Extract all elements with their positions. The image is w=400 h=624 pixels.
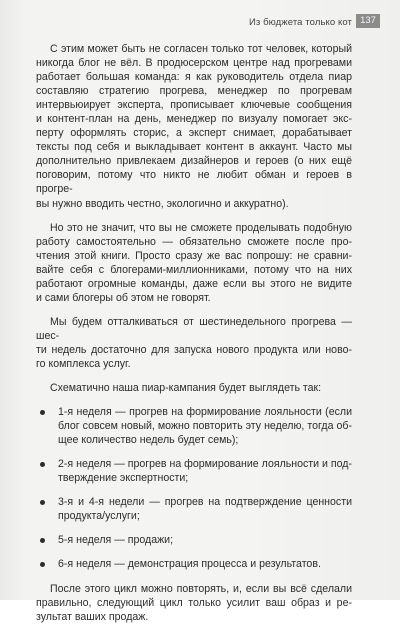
text-line: Схематично наша пиар-кампания будет выглядеть так: [50, 382, 322, 395]
text-line: Но это не значит, что вы не сможете проделывать подобную [50, 221, 352, 234]
text-line: работает большая команда: я как руководитель отдела пиар [36, 71, 352, 84]
text-line: ти недель достаточно для запуска нового продукта или ново- [36, 343, 352, 356]
text-line: щее количество недель будет семь); [58, 434, 239, 447]
list-item [36, 495, 352, 523]
text-line: и контент-план на день, менеджер по визуалу помогает экс- [36, 113, 352, 126]
text-line: правильно, следующий цикл только усилит ваш образ и ре- [36, 596, 352, 609]
bullet-icon [40, 500, 45, 505]
text-line: тексты под себя и выкладывает контент в аккаунт. Часто мы [36, 141, 352, 154]
text-line: го комплекса услуг. [36, 357, 131, 370]
list-item [36, 557, 352, 571]
page-body [36, 42, 352, 624]
bullet-icon [40, 410, 45, 415]
text-line: тверждение экспертности; [58, 472, 189, 485]
text-line: перту оформлять сторис, а эксперт снимает, дорабатывает [36, 127, 352, 140]
text-line: никогда блог не вёл. В продюсерском центре над прогревами [36, 57, 352, 70]
paragraph-2 [36, 221, 352, 305]
text-line: 1-я неделя — прогрев на формирование лояльности (если [58, 406, 352, 419]
paragraph-1 [36, 42, 352, 211]
paragraph-3 [36, 315, 352, 371]
paragraph-4 [36, 381, 352, 395]
text-line: и сами блогеры об этом не говорят. [36, 291, 211, 304]
text-line: вы нужно вводить честно, экологично и аккуратно). [36, 197, 289, 210]
text-line: 5-я неделя — продажи; [58, 534, 174, 547]
text-line: чтения этой книги. Просто сразу же вас попрошу: не сравни- [36, 249, 352, 262]
text-line: продукта/услуги; [58, 510, 140, 523]
bullet-icon [40, 538, 45, 543]
text-line: дополнительно привлекаем дизайнеров и героев (о них ещё [36, 155, 352, 168]
list-item [36, 405, 352, 447]
text-line: 6-я неделя — демонстрация процесса и результатов. [58, 558, 321, 571]
text-line: вайте себя с блогерами-миллионниками, потому что на них [36, 263, 352, 276]
text-line: работают огромные команды, даже если вы этого не видите [36, 277, 352, 290]
text-line: 2-я неделя — прогрев на формирование лояльности и под- [58, 458, 352, 471]
text-line: После этого цикл можно повторять, и, если вы всё сделали [50, 582, 352, 595]
page-header [0, 0, 400, 28]
closing-paragraph [36, 582, 352, 624]
page-number: 137 [356, 14, 380, 28]
text-line: С этим может быть не согласен только тот человек, который [50, 43, 352, 55]
bullet-icon [40, 462, 45, 467]
text-line: зультат ваших продаж. [36, 610, 149, 623]
running-title: Из бюджета только кот [248, 17, 352, 28]
text-line: поговорим, потому что никто не любит обман и героев в прогре- [36, 169, 352, 196]
week-plan-list [36, 405, 352, 571]
text-line: интервьюирует эксперта, прописывает ключевые сообщения [36, 99, 352, 112]
text-line: Мы будем отталкиваться от шестинедельного прогрева — шес- [36, 315, 352, 342]
list-item [36, 457, 352, 485]
bullet-icon [40, 562, 45, 567]
text-line: 3-я и 4-я недели — прогрев на подтверждение ценности [58, 496, 352, 509]
text-line: блог совсем новый, можно повторить эту неделю, тогда об- [58, 420, 352, 433]
text-line: работу самостоятельно — обязательно сможете после про- [36, 235, 352, 248]
list-item [36, 533, 352, 547]
text-line: составляю стратегию прогрева, менеджер по прогревам [36, 85, 352, 98]
